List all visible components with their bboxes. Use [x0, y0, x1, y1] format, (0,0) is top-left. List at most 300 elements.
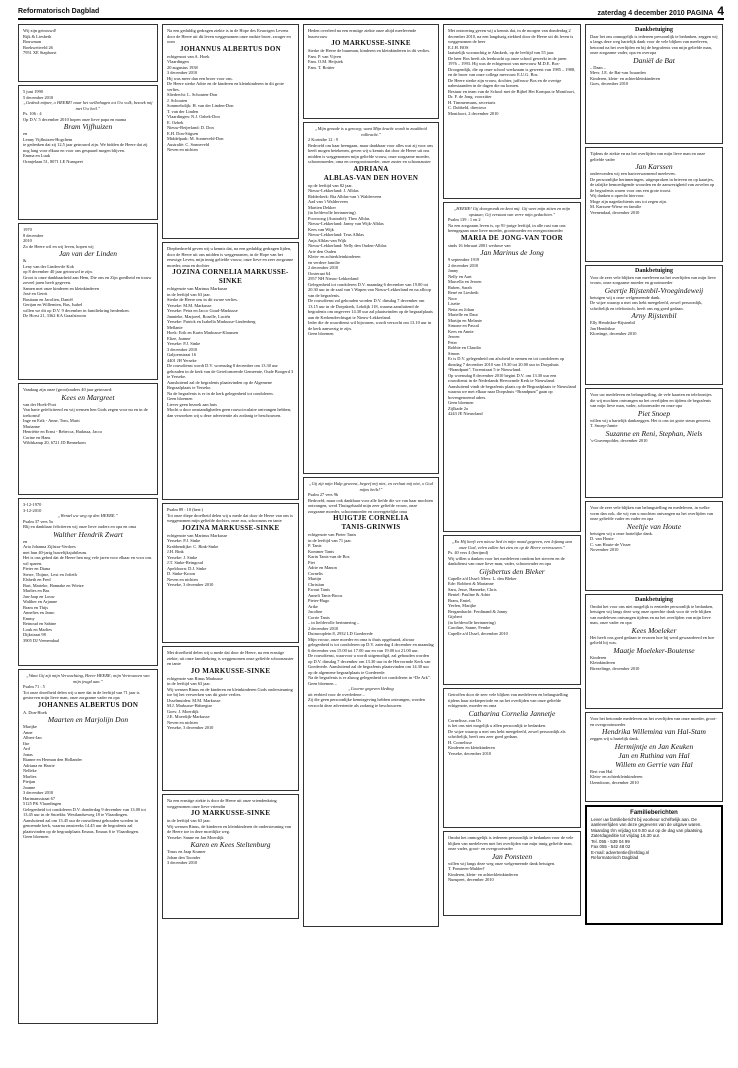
ad-line: „Wentel uw weg op den HEERE.” [57, 513, 119, 518]
ad-line: Reinoud en Sabine [23, 621, 57, 626]
ad-line: Neven en nichten [167, 576, 198, 582]
ad-line: 3 december 2010 [167, 70, 198, 75]
ad-line: Dankbetuiging [634, 27, 673, 33]
ad-line: Blij en dankbaar feliciteren wij onze lieve ouders en opa en oma [23, 524, 137, 529]
ad-line: Hartmansstraat 67 [23, 795, 56, 801]
ad-line: De Horst 21, 3362 KA Graafstroom [23, 313, 86, 318]
ad-line: Sliedrecht: L. Schouten-Don [167, 92, 218, 97]
ad-line: JOZINA MARKUSSE-SINKE [181, 523, 280, 532]
ad-line: Truus en Jaap Kramer [167, 849, 206, 854]
ad-line: Jan van der Linden [58, 249, 118, 258]
ad-line: De rouwdienst, waarvoor u wordt uitgenodigd, zal gehouden worden op D.V. dinsdag 7 december om 13.30 uur in de Hervormde Kerk van Goederede. Aansluitend zal de begrafenis plaatsvinden om 14.30 uur op de algemene begraafplaats te Goederede. [308, 653, 431, 675]
ad [585, 147, 723, 262]
ad [585, 24, 723, 144]
ad-line: 7951 XE Staphorst [23, 50, 57, 55]
ad-line: Jan Ponsteen [491, 851, 533, 861]
ad-line: Van harte gefeliciteerd en wij wensen hen Gods zegen voor nu en in de toekomst! [23, 407, 148, 418]
ad-line: Mevr. J.E. de Bat-van Iwaarden [590, 70, 646, 75]
ad-line: Arny Rijstenbil [631, 311, 677, 320]
ad [162, 646, 299, 791]
ad-line: Neven en nichten [167, 147, 198, 152]
page-label: PAGINA [686, 10, 714, 17]
ad [18, 383, 158, 495]
ad-line: 3 december 2010 [167, 346, 198, 352]
ad-line: Walther Hendrik Zwart [53, 529, 123, 539]
ad-line: Galjoenstraat 16 [167, 352, 196, 357]
ad [162, 242, 299, 500]
ad-line: 3905 DJ Veenendaal [23, 637, 60, 643]
ad-line: Ard [23, 746, 30, 751]
ad-line: Jan-Jaap en Louw [23, 593, 55, 599]
ad-line: Voor de zeer vele blijken van belangstelling en medeleven, in welke vorm dan ook, die wij van u mochten ontvangen na het overlijden van onze geliefde vader en vader en opa [590, 505, 714, 521]
ad-line: Gelegenheid tot condoleren D.V. donderdag 9 december van 13.00 tot 13.45 uur in de Snoekbr. Westlandseweg 18 te Vlaardingen. [23, 806, 146, 817]
ad-line: willen wij u hartelijk dankzeggen. Het is ons tot grote steun geweest. [590, 417, 712, 423]
ad-line: Bedroefd, maar ook dankbaar voor alle liefde die we van haar mochten ontvangen, werd Thuisgehaald mijn zeer geliefde vrouw, onze zorgzame moeder, schoonmoeder en onvergetelijke oma [308, 497, 433, 514]
ad-line: en verdere familie [308, 259, 340, 265]
ad-line: Rijk & Liesbeth [23, 33, 52, 39]
ad-line: Wij zijn getrouwd! [23, 28, 57, 33]
ad-line: laatstelijk woonachtig te Almkerk, op de leeftijd van 55 jaar. [448, 50, 555, 55]
column-3 [303, 24, 439, 930]
ad-line: Arike [308, 603, 318, 609]
ad-line: Jan Hendrikse [590, 325, 615, 331]
column-2 [162, 24, 299, 922]
ad-line: Corine en Hans [23, 434, 51, 440]
ad-line: Nieuw-Beijerland: D. Don [167, 125, 214, 130]
ad [303, 24, 439, 119]
ad-line: Neven en nichten [167, 719, 198, 725]
ad [443, 202, 581, 532]
ad-line: Ruben, Sarah [448, 284, 472, 290]
ad-line: Reformatorisch Dagblad [591, 855, 639, 860]
ad-line: Bert van Hal [590, 768, 613, 774]
ad-line: HUIGTJE CORNELIA [333, 514, 409, 522]
masthead [18, 2, 724, 20]
ad-line: Psalm 27 vers 9b [308, 492, 339, 497]
ad-line: Wij willen u danken voor het medeleven rondom het sterven en de dankdienst van onze lieve man, vader, schoonvader en opa [448, 555, 565, 566]
ad-line: Tot onze droefheid delen wij u mee dat in de leeftijd van 71 jaar is gestorven mijn lieve man, onze zorgzame vader en opa [23, 689, 140, 700]
ad-line: Jan en Ruthina van Hal [618, 750, 690, 760]
ad-line: Jeroen [448, 334, 460, 339]
ad-line: van der Hoek-Poot [23, 401, 57, 407]
ad-line: Cornelis [308, 570, 323, 576]
ad-line: Cornelisse–van Os [448, 717, 482, 723]
ad-line: (in liefdevolle herinnering) [448, 619, 496, 625]
ad-line: ADRIANA [353, 164, 389, 173]
ad-line: Robbie en Claudia [448, 345, 481, 350]
ad-line: 3-12-2010 [23, 507, 42, 513]
ad-line: Netta en Johan [448, 306, 475, 312]
ad-line: is het ons niet mogelijk u allen persoonlijk te bedanken. [448, 723, 547, 728]
ad [585, 594, 723, 709]
ad-line: J.T. Sinke-Reingoud [167, 560, 203, 565]
ad-line: Wij danken u oprecht hiervoor. [590, 193, 645, 198]
ad [18, 223, 158, 380]
page-info [597, 4, 724, 18]
ad-line: Emma en Luuk [23, 153, 51, 158]
ad-line: IJsselmuiden: M.M. Markusse [167, 697, 221, 703]
ad-line: Jacoline [308, 609, 323, 614]
ad-line: 3 december 2010 [23, 790, 54, 795]
ad-line: 8 december [23, 232, 44, 238]
ad-line: Yerseke: P.J. Sinke [167, 538, 201, 543]
ad-line: 5125 PK Vlaardingen [23, 801, 62, 806]
ad-line: Vlaardingen: N.J. Ozbek-Don [167, 114, 220, 119]
ad-line: Poovoong (Australië): Theo Alblas [308, 215, 370, 221]
ad [162, 794, 299, 919]
ad-line: 2 december 2010 [308, 265, 339, 270]
ad-line: Dijkstraat 98 [23, 632, 46, 637]
ad-line: MARIA DE JONG-VAN TOOR [460, 233, 564, 242]
ad-line: Psalm 37 vers 5a [23, 518, 53, 524]
ad-line: Fam. P. van Vijven [308, 53, 342, 59]
ad-line: Aad van 't Walderveen [308, 199, 348, 204]
ad-line: Het heeft ons goed gedaan te ervaren hoe hij werd gewaardeerd en hoe geliefd hij was. [590, 634, 715, 645]
ad-line: op de leeftijd van 82 jaar. [308, 182, 353, 188]
ad-line: Nelleke [23, 768, 37, 773]
ad-line: Middelpark: M. Sonneveld-Don [167, 136, 224, 141]
ad-line: Zij die geen persoonlijke kennisgeving hebben ontvangen, worden verzocht deze advertentie als zodanig te beschouwen. [308, 697, 425, 708]
ad-line: Joanne [23, 784, 36, 790]
ad-line: uit eerbied voor de overledene – [308, 691, 365, 697]
ad-line: Adriana en Harrie [23, 762, 55, 768]
ad-line: 2957 NH Nieuw-Lekkerland [308, 276, 359, 281]
ad-line: Sara, Jesse, Hanneke, Chris [448, 586, 497, 592]
ad [162, 503, 299, 643]
ad-line: Na de begrafenis is er in de kerk gelegenheid tot condoleren. [167, 390, 274, 396]
ad-line: Gelegenheid tot condoleren D.V. maandag 6 december van 19.00 tot 20.30 uur in de zaal van 't Wapen van Nieuw-Lekkerland en na afloop van de begrafenis. [308, 281, 431, 298]
ad-line: Simon [448, 350, 460, 356]
ad [443, 24, 581, 199]
ad-line: Noor [448, 295, 458, 301]
ad-line: „Goorne gegeven kleding [348, 686, 394, 691]
ad-line: Karin Tanis-van de Bos [308, 554, 350, 559]
ad-line: M. Karssen-Wiese en familie [590, 204, 642, 209]
ad-line: Lever uw familiebericht bij voorkeur schriftelijk aan. De aanleverlijden van deze gegevens van de uitgave waren. [591, 816, 702, 827]
ad-line: 4401 JH Yerseke [167, 357, 197, 363]
ad-line: René en Liesbeth [448, 290, 479, 295]
ad-line: Karen en Kees Steltenburg [190, 840, 271, 849]
ad-line: Yeelen, Marijke [448, 603, 477, 608]
ad-line: Aansluitend vindt de begrafenis plaats op de Begraafplaats te Nieuwland waarna we met elkaar naar Dorpshuis “Brandpunt” gaan op bovengenoemd adres. [448, 383, 576, 400]
ad-line: JO MARKUSSE-SINKE [190, 666, 271, 675]
ad-line: Sterke de Heere ons in dit zware verlies. [167, 297, 238, 302]
ad-line: Bestuur en team van de School met de Bijbel Het Kompas te Montfoort, [448, 88, 575, 94]
ad [18, 498, 158, 666]
ad-line: Willem en Gerrie van Hal [615, 759, 693, 769]
ad-line: echtgenote van Marinus Markusse [167, 532, 228, 538]
ad-line: Hendrika Willemina van Hal-Stam [602, 727, 706, 736]
ad-line: Marcella en Jeroen [448, 279, 482, 284]
ad-line: Bouwman [23, 39, 42, 44]
ad-line: TANIS-GRINWIS [341, 523, 401, 531]
ad-line: Vandaag zijn onze (groot)ouders 40 jaar getrouwd: [23, 387, 113, 392]
ad-line: 2 december 2010 [308, 625, 339, 631]
ad-line: Marianne [23, 423, 40, 429]
ad-line: D. Sinke-Kroon [167, 571, 196, 576]
ad-line: Ps. 40 vers 4 (berijmd) [448, 550, 489, 555]
ad-line: (in liefdevolle herinnering) [308, 210, 356, 215]
ad-line: 2 december 2010 [448, 262, 479, 268]
ad-line: T. Snoep-Jumie [590, 423, 618, 428]
ad-line: & [23, 258, 27, 263]
ad-line: Wij wensen Rinus, de kinderen en kleinkinderen de ondersteuning van de Heere toe in deze moeilijke weg. [167, 823, 291, 834]
ad-line: Suzanne en Reni, Stephan, Niels [605, 428, 703, 438]
ad-line: Moge zijn nagedachtenis ons tot zegen zijn. [590, 198, 667, 204]
ad-line: Mijn vrouw, onze moeder en oma is thuis opgebaard, alwaar gelegenheid is tot condoleren op D.V. zaterdag 4 december en maandag 6 december van 15.00 tot 17.00 uur en van 19.00 tot 21.00 uur. [308, 636, 434, 653]
ad-line: Op woensdag 8 december 2010 begint D.V. om 13.30 uur een rouwdienst in de Nederlands Hervormde Kerk te Nieuwland. [448, 372, 557, 383]
ad-line: JOZINA CORNELIA MARKUSSE-SINKE [172, 268, 289, 285]
ad-line: De wijze waarop u met ons hebt meegeleefd, zowel persoonlijk als schriftelijk, heeft ons zeer goed gedaan. [448, 728, 566, 739]
ad-line: Kinderen, klein- en achterkleinkinderen [590, 75, 660, 81]
ad-line: Na een geduldig gedragen ziekte is in de Hope des Eeuwigen Levens door de Heere uit dit leven weggenomen onze oudste broer, zwager en oom [167, 28, 291, 44]
ad-line: Martien Dekker [308, 204, 336, 210]
ad-line: in de leeftijd van 63 jaar. [167, 291, 211, 297]
ad-line: Heden overleed na een ernstige ziekte onze altijd meelevende buurvrouw [308, 28, 417, 39]
ad-line: echtgenote van Marinus Markusse [167, 286, 228, 291]
ad-line: Hermijntje en Jan Keuken [614, 741, 694, 751]
ad-line: C. Dubbeld, directeur [448, 105, 487, 110]
ad-line: Arie den Ouden [308, 248, 337, 254]
ad-line: Op D.V. 5 december 2010 hopen onze lieve papa en mama [23, 116, 127, 122]
ad-line: Gertjan en Willemien, Bas, Isabel [23, 302, 83, 307]
ad-line: in de leeftijd van 63 jaar. [167, 681, 211, 686]
ad-line: sinds 16 februari 2001 weduwe van [448, 242, 511, 248]
ad-line: Yerseke, 3 december 2010 [167, 725, 214, 730]
ad-line: Marijke [23, 724, 37, 729]
paper-name: Reformatorisch Dagblad [18, 8, 100, 15]
ad-line: T. van der Linden [167, 108, 199, 114]
ad-line: Sommelsdijk: H. van der Linden-Don [167, 103, 234, 108]
ad-line: Voor de zeer vele blijken van meeleven na het overlijden van mijn lieve vrouw, onze zorgzame moeder en grootmoeder [590, 274, 716, 285]
ad-line: Yerseke: M.M. Markusse [167, 302, 212, 308]
ad-line: – Daan – [590, 64, 606, 70]
ad-line: Sterre, Thijme, Lexi en Jofieth [23, 571, 77, 577]
ad-line: Zo de Heere wil en wij leven, hopen wij [23, 243, 94, 249]
ad-line: Aansluitend zal de begrafenis plaatsvinden op de Algemene Begraafplaats te Yerseke. [167, 379, 272, 390]
ad-line: „Mijn genade is u genoeg; want Mijn kracht wordt in zwakheid volbracht.” [315, 126, 427, 137]
page-number: 4 [717, 4, 724, 18]
ad-line: Het is ons gebed dat de Heere hen nog vele jaren voor elkaar en voor ons wil sparen. [23, 555, 152, 566]
ad-line: José en Gerrit [23, 291, 48, 296]
ad-line: te gedenken dat zij 12,5 jaar getrouwd zijn. We bidden de Heere dat zij nog lang voor elkaar en voor ons gespaard mogen blijven. [23, 142, 148, 153]
ad-line: Bart, Marieke, Hannake en Wietze [23, 582, 84, 588]
ad-line: „Gedenk mijner, o HEERE! naar het welbehagen tot Uw volk, bezoek mij met Uw heil.” [23, 100, 153, 111]
ad-line: November 2010 [590, 547, 619, 552]
ad-line: Psalm 89 : 10 (berr.) [167, 507, 203, 512]
ad-line: De wijze waarop u met ons hebt meegeleefd, zowel persoonlijk, schriftelijk en telefonisch, heeft ons erg goed gedaan. [590, 300, 703, 311]
ad-line: Klein- en achterkleinkinderen [590, 774, 643, 779]
ad-line: Diepbedroefd geven wij u kennis dat, na een geduldig gedragen lijden, door de Heere uit ons midden is weggenomen, in de Hope van het eeuwige Leven, mijn innig geliefde vrouw, onze lieve en zeer zorgzame moeder, oma en dochter [167, 246, 294, 268]
ad-line: Voor het betoonde medeleven na het overlijden van onze moeder, groot- en overgrootmoeder [590, 716, 717, 727]
ad-line: Voor uw medeleven en belangstelling, de vele kaarten en telefoontjes die wij mochten ontvangen na het overlijden en tijdens de begrafenis van mijn lieve man, vader, schoonvader en onze opa [590, 392, 712, 408]
ad-line: E.H. Don-Stigsen [167, 130, 199, 136]
ad-line: Jonas [23, 751, 33, 757]
ad-line: Inge en Erik - Anne, Tom, Marit [23, 418, 80, 423]
ad-line: Jannieke, Marjoeel, Roselle, Lucién [167, 313, 231, 319]
ad-line: Veenendaal, december 2010 [590, 209, 640, 215]
ad-line: Bastiaan en Jacolien, Daniël [23, 296, 73, 302]
ad-line: JO MARKUSSE-SINKE [331, 39, 411, 47]
issue-date: zaterdag 4 december 2010 [597, 10, 685, 17]
ad-line: Bram en Thijs [23, 604, 49, 610]
ad-line: Martijn [308, 576, 322, 581]
ad-line: Liever geen bezoek aan huis [167, 401, 217, 407]
ad-line: T. Ponsteen-Mulder† [448, 866, 485, 871]
ad-line: Emmy [23, 615, 35, 621]
ad-line: Wij wensen Rinus en de kinderen en kleinkinderen Gods ondersteuning toe bij het verwerken van dit grote verlies. [167, 686, 293, 697]
ad-line: „Want Gij zijt mijn Verwachting, Heere HEERE; mijn Vertrouwen van mijn jeugd aan.” [26, 673, 150, 684]
ad-line: Apeldoorn: D.J. Sinke [167, 565, 207, 571]
ad-line: Elly Hendrikse-Rijstenbil [590, 320, 635, 325]
ad-line: echtgenoot van A. Hoek [167, 53, 210, 59]
ad-line: Johan den Toonder [167, 854, 201, 860]
ad-line: Geen bloemen [308, 331, 334, 336]
ad-line: Gijsbertus den Bleker [479, 566, 545, 576]
ad-line: ’s-Gravenpolder, december 2010 [590, 437, 648, 443]
ad-line: Kinderen [590, 654, 607, 660]
ad [585, 388, 723, 498]
ad-line: Wildskamp 20, 6721 JD Bennekom [23, 440, 86, 445]
ad-line: JOHANNUS ALBERTUS DON [180, 44, 281, 53]
ad-line: Getroffen door de zeer vele blijken van medeleven en belangstelling tijdens haar ziekteperiode en na het overlijden van onze geliefde echtgenote, moeder en oma [448, 692, 569, 708]
ad-line: willen wij langs deze weg onze welgemeende dank betuigen. [448, 860, 556, 866]
ad-line: 5 december 2010 [23, 94, 54, 100]
ad-line: willen we dit op D.V. 9 december in familiekring herdenken. [23, 307, 130, 313]
ad-line: Mocht u door omstandigheden geen rouwcirculaire ontvangen hebben, dan verzoeken wij u deze advertentie als zodanig te beschouwen. [167, 407, 292, 418]
ad-line: P. Tanis [308, 543, 322, 548]
ad-line: Kinderen en kleinkinderen [448, 745, 495, 750]
ad-line: Aansluitend zal om 13.45 uur de rouwdienst gehouden worden in genoemde kerk, waarna omstreeks 14.45 uur de begrafenis zal plaatsvinden op de begraafplaats Emaus, Emaus 6 te Vlaardingen. [23, 817, 139, 834]
ad-line: Zijlkade 2a [448, 405, 468, 411]
ad-line: Lisette [448, 301, 460, 306]
ad-line: 5 juni 1990 [23, 89, 44, 94]
ad-line: Christian [308, 581, 325, 587]
ad-line: Fax 055 - 542 48 02 [591, 844, 631, 849]
ad-line: Corrie Tanis [308, 614, 330, 620]
ad-line: De Heere sterke Adrie en de kinderen en kleinkinderen in dit grote verlies. [167, 81, 284, 92]
ad-line: Elsbeth en Fred [23, 577, 51, 582]
ad [18, 85, 158, 220]
ad-line: ALBLAS-VAN DEN HOVEN [323, 173, 419, 182]
ad-line: Dankbetuiging [634, 597, 673, 603]
ad-line: Walther en Arjanne [23, 599, 58, 604]
ad-line: E.J.H. BOS [448, 44, 469, 50]
ad-line: IJzendoorn, december 2010 [590, 779, 639, 785]
ad-line: Jan Karssen [635, 162, 673, 171]
ad-line: De Heere sterke zijn vrouw, dochter, juffrouw Bos en de overige nabestaanden in de dagen die nu komen. [448, 77, 562, 88]
ad-line: Geen bloemen – [308, 680, 337, 686]
ad-line: Adrie en Manon [308, 565, 337, 570]
ad-line: Pieter-Hugo [308, 598, 330, 603]
ad-line: Marielle en Daut [448, 312, 478, 317]
ad-line: Ridderkerk: Ria Alblas-van 't Walderveen [308, 193, 382, 199]
ad-line: Jan Marinus de Jong [480, 248, 544, 257]
ad-line: en [23, 131, 28, 136]
ad-line: Maandag t/m vrijdag tot 9.00 uur op de dag van plaatsing. Zaterdageditie tot vrijdag 16.30 uur. [591, 827, 704, 838]
ad-line: Sterke de Heere de buurman, kinderen en kleinkinderen in dit verlies. [308, 48, 431, 53]
ad-line: Anja Alblas-van Wijk [308, 237, 347, 243]
ad [443, 535, 581, 685]
ad-line: Na een ernstige ziekte is door de Heere uit onze vriendenkring weggenomen onze lieve vriendin [167, 798, 277, 809]
ad-line: Pieter en Diana [23, 566, 51, 571]
ad-line: Fam. T. Rottier [308, 64, 335, 70]
ad-line: Leny van der Linden-de Kok [23, 263, 74, 269]
ad-line: echtgenote van Pieter Tanis [308, 532, 357, 537]
ad [443, 688, 581, 828]
ad-line: C. van Houte-de Visser [590, 541, 631, 547]
ad-line: Geertje Rijstenbil-Vroegindeweij [604, 285, 704, 295]
ad-line: Nieuw-Lekkerland: Janny van Wijk-Alblas [308, 221, 384, 226]
ad-line: Met ontroering geven wij u kennis dat, in de morgen van donderdag 2 december 2010, na een langdurig ziekbed door de Heere uit dit leven is weggenomen de heer [448, 28, 574, 44]
ad [18, 669, 158, 1024]
ad-line: De heer Bos heeft als leerkracht op onze school gewerkt in de jaren 1976 – 1993. Hij was de echtgenoot van mevrouw M.D.E. Bos-Droogendijk, die op onze school werkzaam is geweest van 1985 – 1988, en de broer van onze collega mevrouw E.U.G. Bos. [448, 55, 576, 77]
ad-line: De rouwdienst zal gehouden worden D.V. dinsdag 7 december om 13.15 uur in de Dorpskerk, Lekdijk 118, waarna aansluitend de begrafenis om ongeveer 14.30 uur zal plaatsvinden op de begraafplaats aan de Kerkendrechtsgat te Nieuw-Lekkerland. [308, 298, 433, 320]
ad-line: „HEERE! Gij doorgrondt en kent mij. Gij weet mijn zitten en mijn opstaan; Gij verstaat van verre mijn gedachten.” [453, 206, 571, 217]
ad-line: 9 september 1919 [448, 257, 480, 262]
ad-line: – in liefdevolle herinnering – [308, 620, 360, 625]
ad-line: Dr. F. de Jong, voorzitter [448, 94, 492, 99]
ad-line: De persoonlijke herinneringen, uitgesproken in brieven en op kaartjes, de talrijke bemoedigende woorden en de aanwezigheid van zovelen op de begrafenis waren voor ons een grote troost. [590, 176, 715, 193]
column-5 [585, 24, 723, 928]
ad-line: Tot onze diepe droefheid delen wij u mede dat door de Heere van ons is weggenomen mijn geliefde dochter, onze zus, schoonzus en tante [167, 512, 294, 523]
ad-line: Fam. O.M. Heijstek [308, 59, 344, 64]
ad-line: in de leeftijd van 71 jaar. [308, 537, 352, 543]
ad-line: betuigen wij u onze welgemeende dank. [590, 294, 661, 300]
ad-line: zeggen wij u hartelijk dank. [590, 736, 639, 741]
ad-line: Bram Vijfhuizen [63, 122, 113, 131]
ad-line: Kloetinge, december 2010 [590, 331, 637, 336]
ad-line: JO MARKUSSE-SINKE [190, 809, 271, 817]
ad-line: Maarten en Marjolijn Don [47, 715, 129, 724]
ad-line: op 8 december 40 jaar getrouwd te zijn. [23, 269, 93, 274]
ad-line: Tel. 055 - 539 04 99 [591, 838, 630, 844]
ad-line: Martijn en Melanie [448, 317, 482, 323]
ad-line: Oranjelaan 51, 8071 LE Nunspeet [23, 158, 83, 164]
ad-line: Met droefheid delen wij u mede dat door de Heere, na een ernstige ziekte, uit onze familiekring is weggenomen onze geliefde schoonzuster en tante [167, 650, 294, 666]
ad-line: Bentel: Pauline & Adrie [448, 592, 491, 597]
ad-line: Kees Moeleker [631, 625, 677, 635]
ad-line: Yerseke: Sanne en Jan Moerdijk [167, 834, 224, 840]
ad-line: 3 december 2010 [167, 860, 198, 865]
ad-line: 2010 [23, 238, 32, 243]
ad-line: 2 Korinthe 12 : 9 [308, 137, 338, 142]
ad-line: H. Timmermans, secretaris [448, 99, 496, 105]
ad-line: Nieuw-Lekkerland: Teus Alblas [308, 232, 364, 237]
ad-line: Hoek: Erik en Karin Markusse-Klaassen [167, 330, 239, 335]
ad-line: Yerseke, december 2010 [448, 750, 492, 756]
ad-line: Gijsbert [448, 614, 463, 619]
ad-line: 1970 [23, 227, 32, 232]
ad-line: M.J. Markusse-Habregtse [167, 703, 213, 708]
ad-line: Samen met onze kinderen en kleinkinderen [23, 285, 99, 291]
ad-line: Er is D.V. gelegenheid om afscheid te nemen en tot condoleren op dinsdag 7 december 2010 van 19.30 tot 20.00 uur in Dorpshuis “Brandpunt”, Torenstraat 5 te Nieuwland. [448, 356, 565, 372]
ad-line: „En Hij heeft een nieuw lied in mijn mond gegeven, een lofzang aan onze God, velen zullen het zien en op de Heere vertrouwen.” [452, 539, 572, 550]
ad-line: Nieuw-Lekkerland: J. Alblas [308, 188, 359, 193]
ad-line: Daar het ons onmogelijk is iedereen persoonlijk te bedanken, zeggen wij u langs deze weg hartelijk dank voor de vele blijken van meeleven, betoond na het overlijden en bij de begrafenis van mijn geliefde man, onze zorgzame vader, opa en overopa [590, 33, 718, 55]
ad-line: Anne [23, 729, 33, 735]
ad-line: in de leeftijd van 63 jaar. [167, 818, 211, 823]
ad-line: Geen bloemen [167, 396, 193, 401]
ad-line: Yerseke, 3 december 2010 [167, 582, 214, 587]
ad-line: Familieberichten [630, 810, 678, 816]
ad-line: Groot is onze dankbaarheid aan Hem, Die ons en Zijn goedheid en trouw zoveel jaren heeft gegeven. [23, 274, 152, 285]
ad-line: „Gij zijt mijn Hulp geweest, begeef mij niet, en verlaat mij niet, o God mijns heils!” [309, 481, 433, 492]
ad-line: Catharina Cornelia Jannetje [468, 708, 556, 718]
ad-line: Nieuw-Lekkerland: Nelly den Ouden-Alblas [308, 243, 387, 248]
ad-line: Louk en Marlies [23, 626, 53, 632]
ad [303, 122, 439, 474]
